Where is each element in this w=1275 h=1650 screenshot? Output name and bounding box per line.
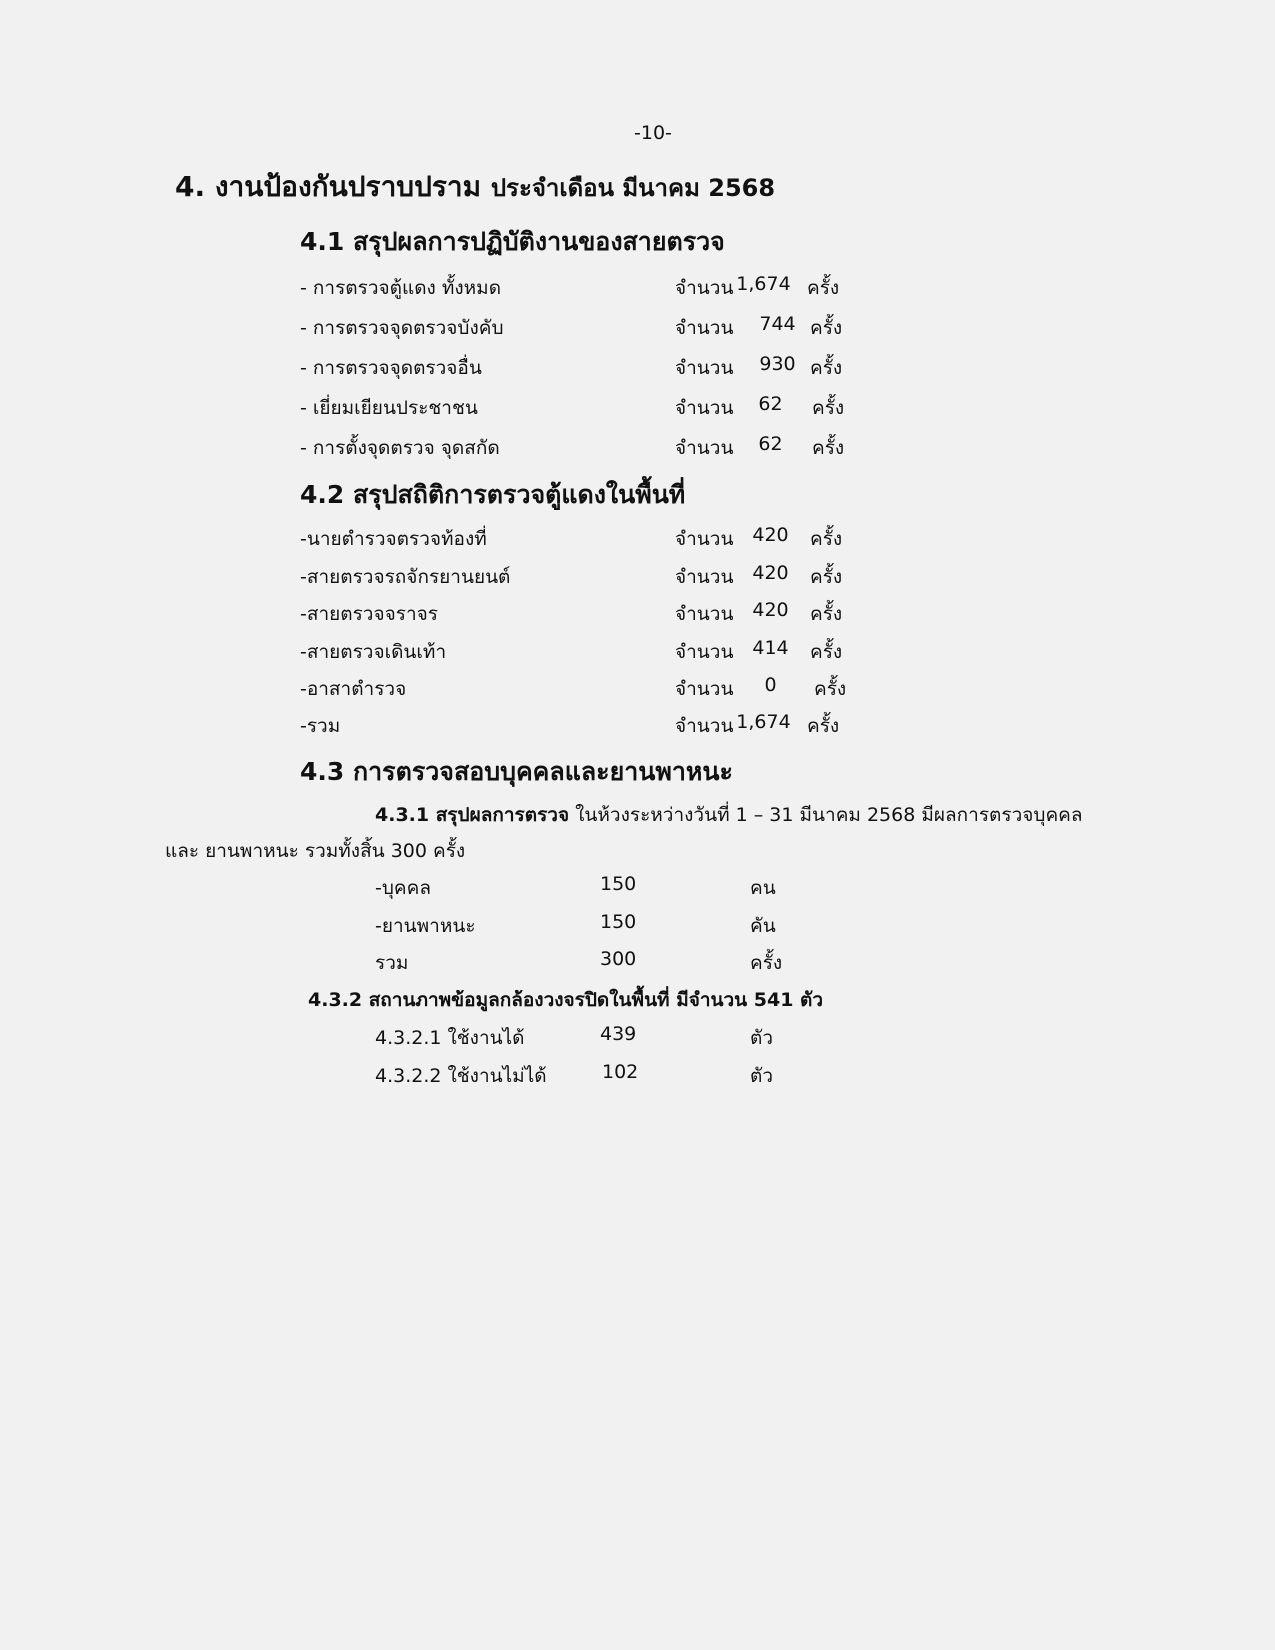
item-value: 300 bbox=[600, 948, 637, 970]
row-times: ครั้ง bbox=[810, 566, 843, 588]
row-unit-word: จำนวน bbox=[675, 641, 734, 663]
row-value: 0 bbox=[764, 674, 777, 696]
row-value: 62 bbox=[758, 433, 783, 455]
paragraph-4-3-1-line2: และ ยานพาหนะ รวมทั้งสิ้น 300 ครั้ง bbox=[165, 840, 466, 862]
section-4-2-heading: 4.2 สรุปสถิติการตรวจตู้แดงในพื้นที่ bbox=[300, 480, 686, 509]
list-item bbox=[0, 1023, 1275, 1049]
paragraph-bold-lead: 4.3.1 สรุปผลการตรวจ bbox=[375, 804, 570, 826]
item-value: 102 bbox=[602, 1061, 639, 1083]
row-label: -สายตรวจจราจร bbox=[300, 603, 438, 625]
row-times: ครั้ง bbox=[814, 678, 847, 700]
item-label: 4.3.2.1 ใช้งานได้ bbox=[375, 1027, 525, 1049]
page-title bbox=[175, 165, 775, 209]
list-item bbox=[0, 948, 1275, 974]
item-label: -บุคคล bbox=[375, 877, 431, 899]
table-row bbox=[0, 711, 1275, 737]
row-label: - การตรวจจุดตรวจบังคับ bbox=[300, 317, 504, 339]
row-value: 420 bbox=[752, 599, 789, 621]
title-suffix: ประจำเดือน มีนาคม 2568 bbox=[490, 174, 776, 202]
paragraph-text: ในห้วงระหว่างวันที่ 1 – 31 มีนาคม 2568 มีผลการตรวจบุคคล bbox=[575, 804, 1083, 826]
row-unit-word: จำนวน bbox=[675, 715, 734, 737]
row-value: 62 bbox=[758, 393, 783, 415]
table-row bbox=[0, 637, 1275, 663]
row-times: ครั้ง bbox=[812, 437, 845, 459]
row-value: 414 bbox=[752, 637, 789, 659]
section-4-1-heading: 4.1 สรุปผลการปฏิบัติงานของสายตรวจ bbox=[300, 227, 725, 256]
row-label: -สายตรวจรถจักรยานยนต์ bbox=[300, 566, 511, 588]
row-label: -สายตรวจเดินเท้า bbox=[300, 641, 447, 663]
item-unit: ครั้ง bbox=[750, 952, 783, 974]
row-unit-word: จำนวน bbox=[675, 317, 734, 339]
table-row bbox=[0, 393, 1275, 419]
item-unit: ตัว bbox=[750, 1027, 774, 1049]
row-value: 420 bbox=[752, 562, 789, 584]
row-unit-word: จำนวน bbox=[675, 566, 734, 588]
row-times: ครั้ง bbox=[810, 603, 843, 625]
row-value: 420 bbox=[752, 524, 789, 546]
table-row bbox=[0, 562, 1275, 588]
row-unit-word: จำนวน bbox=[675, 603, 734, 625]
item-unit: คัน bbox=[750, 915, 776, 937]
row-unit-word: จำนวน bbox=[675, 357, 734, 379]
row-times: ครั้ง bbox=[810, 317, 843, 339]
row-value: 1,674 bbox=[736, 711, 791, 733]
row-unit-word: จำนวน bbox=[675, 277, 734, 299]
row-label: -นายตำรวจตรวจท้องที่ bbox=[300, 528, 487, 550]
row-label: -อาสาตำรวจ bbox=[300, 678, 407, 700]
row-times: ครั้ง bbox=[812, 397, 845, 419]
list-item bbox=[0, 1061, 1275, 1087]
row-label: - การตรวจจุดตรวจอื่น bbox=[300, 357, 482, 379]
table-row bbox=[0, 524, 1275, 550]
section-4-3-heading: 4.3 การตรวจสอบบุคคลและยานพาหนะ bbox=[300, 757, 733, 786]
row-label: - เยี่ยมเยียนประชาชน bbox=[300, 397, 478, 419]
section-4-3-2-heading: 4.3.2 สถานภาพข้อมูลกล้องวงจรปิดในพื้นที่ มีจำนวน 541 ตัว bbox=[308, 989, 824, 1011]
item-value: 439 bbox=[600, 1023, 637, 1045]
title-main: 4. งานป้องกันปราบปราม bbox=[175, 170, 482, 203]
item-label: 4.3.2.2 ใช้งานไม่ได้ bbox=[375, 1065, 547, 1087]
row-times: ครั้ง bbox=[810, 357, 843, 379]
item-label: รวม bbox=[375, 952, 409, 974]
row-times: ครั้ง bbox=[807, 715, 840, 737]
item-unit: คน bbox=[750, 877, 776, 899]
row-unit-word: จำนวน bbox=[675, 678, 734, 700]
table-row bbox=[0, 313, 1275, 339]
table-row bbox=[0, 674, 1275, 700]
row-label: - การตั้งจุดตรวจ จุดสกัด bbox=[300, 437, 500, 459]
row-unit-word: จำนวน bbox=[675, 437, 734, 459]
row-value: 930 bbox=[759, 353, 796, 375]
row-value: 1,674 bbox=[736, 273, 791, 295]
row-value: 744 bbox=[759, 313, 796, 335]
table-row bbox=[0, 599, 1275, 625]
row-times: ครั้ง bbox=[807, 277, 840, 299]
row-unit-word: จำนวน bbox=[675, 397, 734, 419]
item-value: 150 bbox=[600, 873, 637, 895]
list-item bbox=[0, 873, 1275, 899]
table-row bbox=[0, 353, 1275, 379]
row-unit-word: จำนวน bbox=[675, 528, 734, 550]
item-label: -ยานพาหนะ bbox=[375, 915, 476, 937]
row-label: - การตรวจตู้แดง ทั้งหมด bbox=[300, 277, 502, 299]
page-number: -10- bbox=[634, 122, 672, 144]
row-label: -รวม bbox=[300, 715, 341, 737]
table-row bbox=[0, 433, 1275, 459]
item-unit: ตัว bbox=[750, 1065, 774, 1087]
row-times: ครั้ง bbox=[810, 641, 843, 663]
item-value: 150 bbox=[600, 911, 637, 933]
list-item bbox=[0, 911, 1275, 937]
paragraph-4-3-1-line1 bbox=[375, 800, 1083, 830]
row-times: ครั้ง bbox=[810, 528, 843, 550]
table-row bbox=[0, 273, 1275, 299]
